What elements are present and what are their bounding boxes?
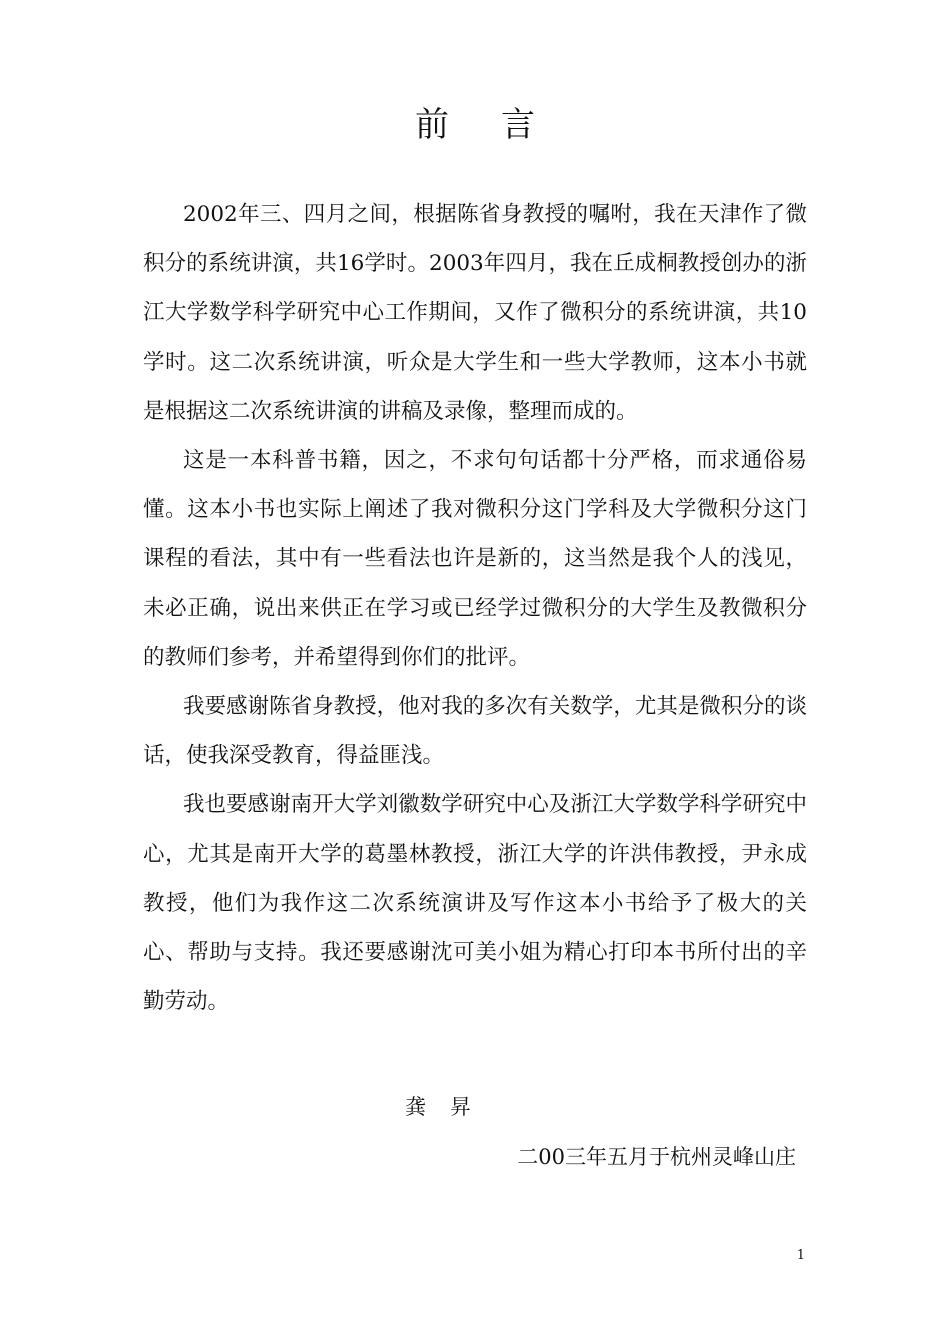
date-place: 二00三年五月于杭州灵峰山庄 <box>517 1145 796 1169</box>
paragraph-1: 2002年三、四月之间，根据陈省身教授的嘱咐，我在天津作了微积分的系统讲演，共16学时。2003年四月，我在丘成桐教授创办的浙江大学数学科学研究中心工作期间，又作了微积分的系统讲演，共10 学时。这二次系统讲演，听众是大学生和一些大学教师，这本小书就是根据这二次系统讲演的讲稿及录像，整理而成的。 <box>143 202 807 424</box>
preface-body <box>143 190 807 1026</box>
paragraph-2: 这是一本科普书籍，因之，不求句句话都十分严格，而求通俗易懂。这本小书也实际上阐述了我对微积分这门学科及大学微积分这门课程的看法，其中有一些看法也许是新的，这当然是我个人的浅见，未必正确，说出来供正在学习或已经学过微积分的大学生及教微积分的教师们参考，并希望得到你们的批评。 <box>143 448 807 670</box>
page-title: 前言 <box>415 105 587 145</box>
author-signature: 龚昇 <box>405 1095 495 1119</box>
paragraph-3: 我要感谢陈省身教授，他对我的多次有关数学，尤其是微积分的谈话，使我深受教育，得益匪浅。 <box>143 694 807 769</box>
page-number: 1 <box>796 1248 805 1263</box>
paragraph-4: 我也要感谢南开大学刘徽数学研究中心及浙江大学数学科学研究中心，尤其是南开大学的葛墨林教授，浙江大学的许洪伟教授，尹永成教授，他们为我作这二次系统演讲及写作这本小书给予了极大的关心、帮助与支持。我还要感谢沈可美小姐为精心打印本书所付出的辛勤劳动。 <box>143 792 807 1015</box>
